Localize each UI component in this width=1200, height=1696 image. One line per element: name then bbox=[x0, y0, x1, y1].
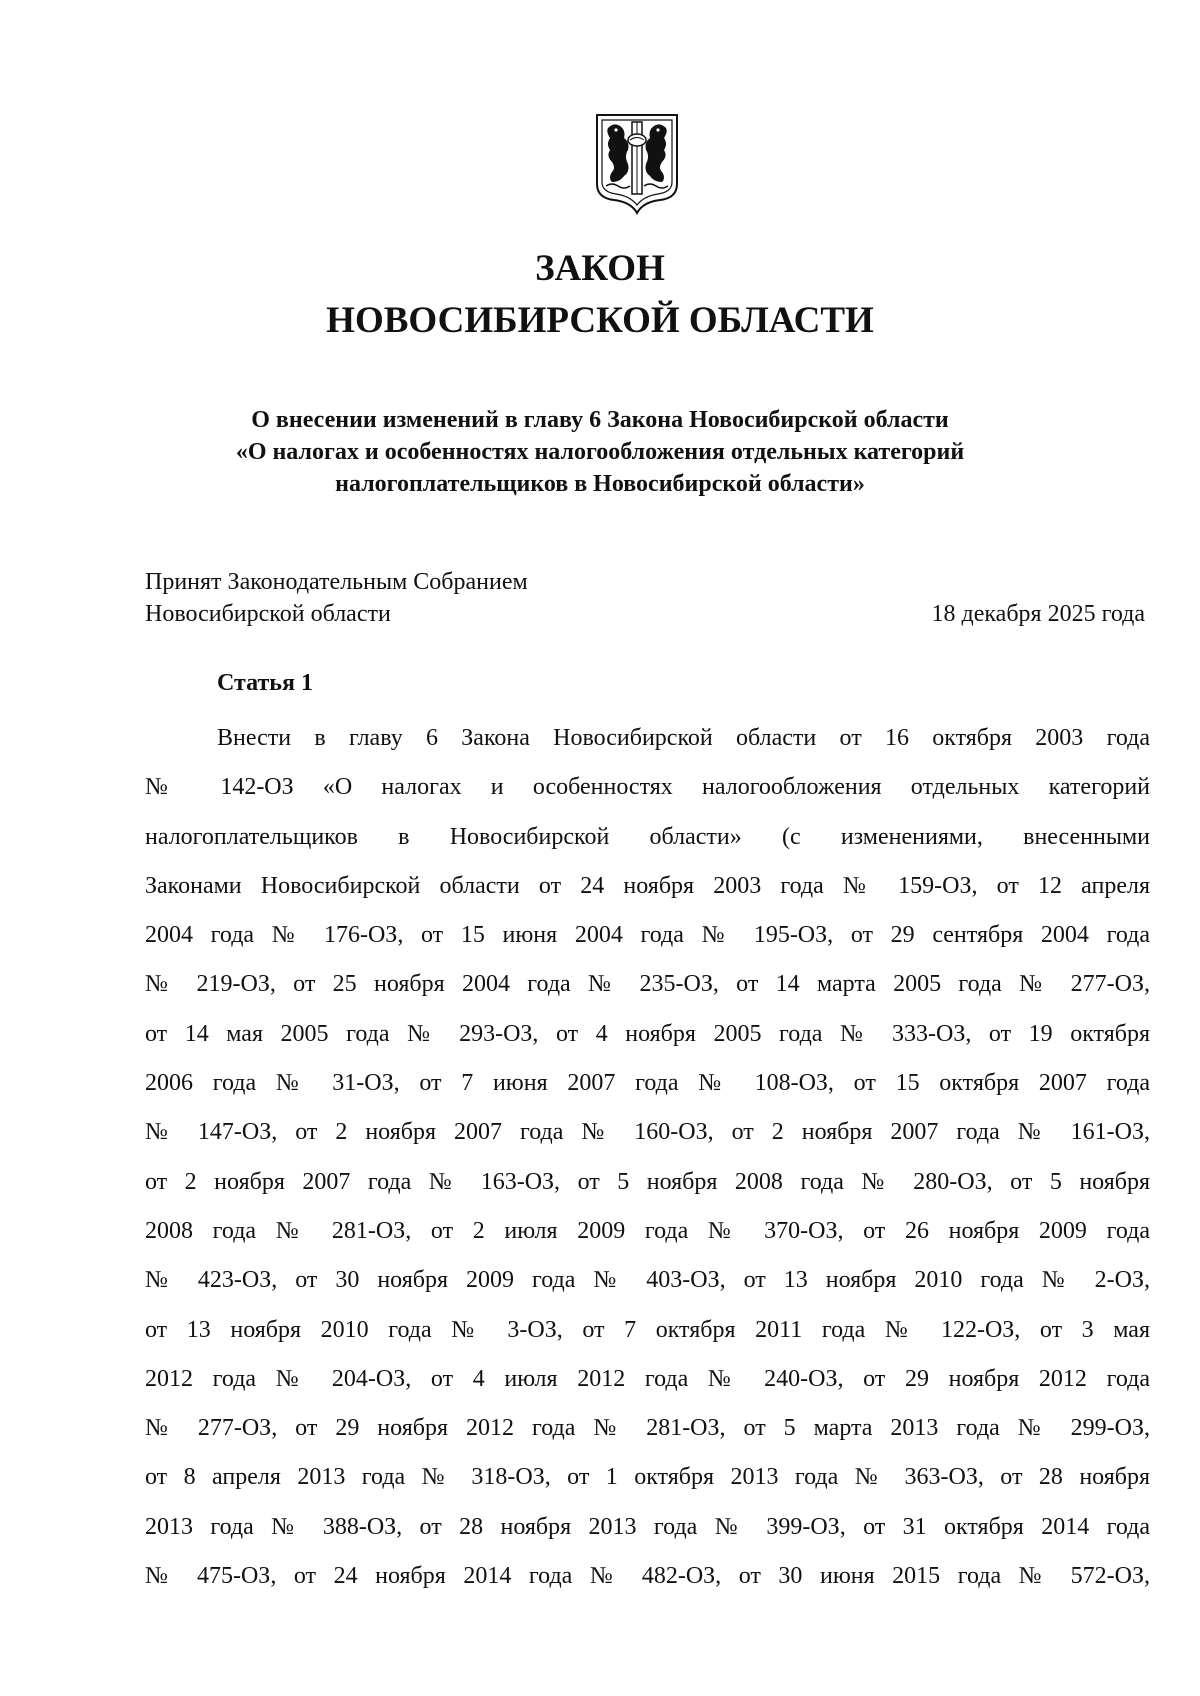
subtitle-line: налогоплательщиков в Новосибирской области» bbox=[335, 471, 865, 497]
subtitle-line: О внесении изменений в главу 6 Закона Новосибирской области bbox=[251, 407, 949, 433]
document-title-region: НОВОСИБИРСКОЙ ОБЛАСТИ bbox=[326, 300, 874, 341]
paragraph-line: 2004 года № 176-ОЗ, от 15 июня 2004 года № 195-ОЗ, от 29 сентября 2004 года bbox=[145, 922, 1150, 949]
paragraph-line: Внести в главу 6 Закона Новосибирской области от 16 октября 2003 года bbox=[217, 725, 1150, 751]
paragraph-line: Законами Новосибирской области от 24 ноября 2003 года № 159-ОЗ, от 12 апреля bbox=[145, 872, 1150, 899]
adopted-by-label: Принят Законодательным Собранием bbox=[145, 569, 528, 595]
adopted-by-region: Новосибирской области bbox=[145, 601, 391, 627]
paragraph-line: 2012 года № 204-ОЗ, от 4 июля 2012 года № 240-ОЗ, от 29 ноября 2012 года bbox=[145, 1365, 1150, 1392]
paragraph-line: 2013 года № 388-ОЗ, от 28 ноября 2013 года № 399-ОЗ, от 31 октября 2014 года bbox=[145, 1513, 1150, 1540]
coat-of-arms-icon bbox=[594, 112, 680, 216]
document-title: ЗАКОН bbox=[535, 248, 665, 289]
paragraph-line: 2008 года № 281-ОЗ, от 2 июля 2009 года № 370-ОЗ, от 26 ноября 2009 года bbox=[145, 1217, 1150, 1244]
paragraph-line: от 2 ноября 2007 года № 163-ОЗ, от 5 ноября 2008 года № 280-ОЗ, от 5 ноября bbox=[145, 1168, 1150, 1195]
subtitle-line: «О налогах и особенностях налогообложения отдельных категорий bbox=[235, 439, 965, 465]
paragraph-line: 2006 года № 31-ОЗ, от 7 июня 2007 года № 108-ОЗ, от 15 октября 2007 года bbox=[145, 1070, 1150, 1097]
paragraph-line: № 147-ОЗ, от 2 ноября 2007 года № 160-ОЗ, от 2 ноября 2007 года № 161-ОЗ, bbox=[145, 1119, 1150, 1146]
paragraph-line: № 423-ОЗ, от 30 ноября 2009 года № 403-ОЗ, от 13 ноября 2010 года № 2-ОЗ, bbox=[145, 1267, 1150, 1294]
law-subtitle bbox=[0, 404, 1200, 500]
adoption-block bbox=[145, 566, 1145, 630]
paragraph-line: № 277-ОЗ, от 29 ноября 2012 года № 281-ОЗ, от 5 марта 2013 года № 299-ОЗ, bbox=[145, 1415, 1150, 1442]
paragraph-line: от 13 ноября 2010 года № 3-ОЗ, от 7 октября 2011 года № 122-ОЗ, от 3 мая bbox=[145, 1316, 1150, 1343]
paragraph-line: налогоплательщиков в Новосибирской области» (с изменениями, внесенными bbox=[145, 823, 1150, 850]
paragraph-line: № 475-ОЗ, от 24 ноября 2014 года № 482-ОЗ, от 30 июня 2015 года № 572-ОЗ, bbox=[145, 1563, 1150, 1590]
adoption-date: 18 декабря 2025 года bbox=[931, 601, 1145, 627]
paragraph-line: от 14 мая 2005 года № 293-ОЗ, от 4 ноября 2005 года № 333-ОЗ, от 19 октября bbox=[145, 1020, 1150, 1047]
paragraph-line: № 219-ОЗ, от 25 ноября 2004 года № 235-ОЗ, от 14 марта 2005 года № 277-ОЗ, bbox=[145, 971, 1150, 998]
paragraph-line: от 8 апреля 2013 года № 318-ОЗ, от 1 октября 2013 года № 363-ОЗ, от 28 ноября bbox=[145, 1464, 1150, 1491]
article-heading: Статья 1 bbox=[217, 670, 313, 696]
paragraph-line: № 142-ОЗ «О налогах и особенностях налогообложения отдельных категорий bbox=[145, 774, 1150, 801]
article-body bbox=[145, 714, 1150, 1601]
